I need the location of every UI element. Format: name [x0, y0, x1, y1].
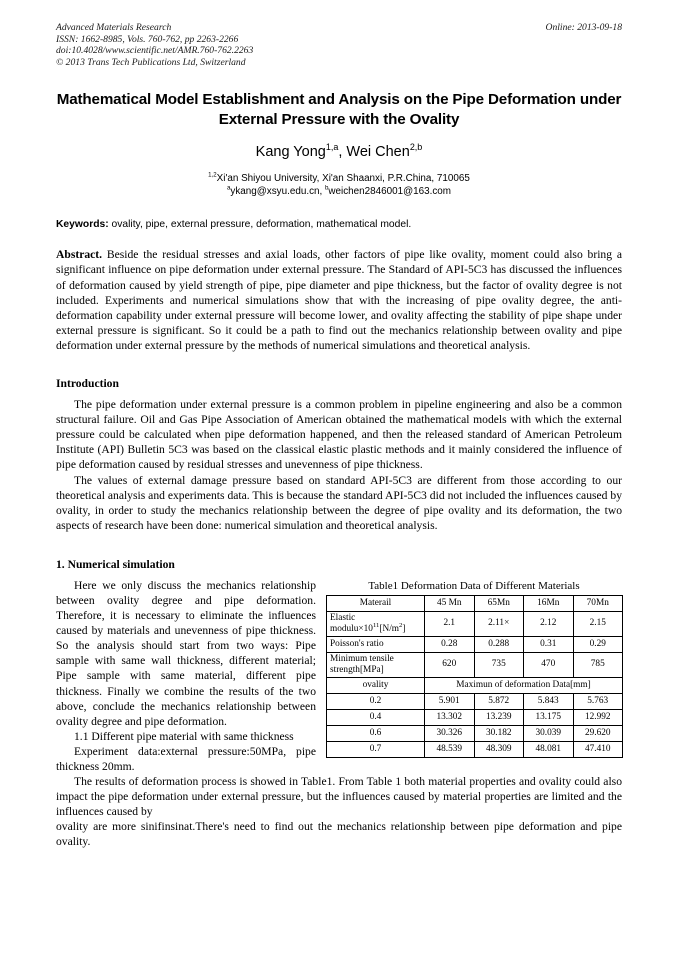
cell-value: 13.239 [474, 709, 524, 725]
author-emails [56, 185, 622, 198]
table-row-subheader [327, 677, 623, 693]
introduction-paragraph-2: The values of external damage pressure based on standard API-5C3 are different from those according to our theoretical analysis and experiments data. This is because the standard API-5C3 did not included the influences caused by ovality, in order to study the mechanics relationship between the degree of pipe ovality and its deformation, the two aspects of research have been done: numerical simulation and theoretical analysis. [56, 473, 622, 532]
numerical-subsection-heading: 1.1 Different pipe material with same thickness [74, 729, 294, 743]
tensile-label-line2: strength[MPa] [330, 664, 384, 675]
cell-value: 13.302 [425, 709, 475, 725]
author-2-superscript: 2,b [409, 142, 423, 153]
header-cell-65mn: 65Mn [474, 595, 524, 611]
cell-ovality: 0.7 [327, 741, 425, 757]
abstract-text: Beside the residual stresses and axial loads, other factors of pipe like ovality, moment could also bring a significant influence on pipe deformation under external pressure. The Standard of API-5C3 has discussed the influences of deformation caused by yield strength of pipe, pipe diameter and pipe thickness, but the factor of ovality degree is not included. Experiments and numerical simulations show that with the increasing of pipe ovality degree, the anti-deformation capability under external pressure will become lower, and ovality affecting the stability of pipe shape under external pressure is significant. So it could be a path to find out the mechanics relationship between ovality and pipe deformation under external pressure by the methods of numerical simulations and theoretical analysis. [56, 248, 622, 352]
cell-ovality: 0.2 [327, 693, 425, 709]
table-row [327, 741, 623, 757]
cell-value: 0.28 [425, 636, 475, 652]
keywords-line [56, 218, 622, 232]
row-label-ovality: ovality [327, 677, 425, 693]
affiliation-superscript: 1,2 [208, 172, 217, 180]
cell-value: 2.12 [524, 611, 574, 636]
cell-value: 2.15 [573, 611, 623, 636]
affiliation [56, 172, 622, 185]
cell-value: 0.31 [524, 636, 574, 652]
table-row [327, 611, 623, 636]
cell-value: 48.309 [474, 741, 524, 757]
cell-value: 47.410 [573, 741, 623, 757]
cell-value: 620 [425, 652, 475, 677]
cell-value: 29.620 [573, 725, 623, 741]
cell-value: 2.1 [425, 611, 475, 636]
email-2-superscript: b [324, 185, 329, 193]
cell-value: 5.763 [573, 693, 623, 709]
journal-name: Advanced Materials Research [56, 22, 172, 33]
journal-issn: ISSN: 1662-8985, Vols. 760-762, pp 2263-2266 [56, 33, 239, 45]
introduction-heading: Introduction [56, 377, 119, 391]
journal-header [56, 22, 622, 68]
elastic-label-line1: Elastic [330, 612, 356, 623]
cell-value: 12.992 [573, 709, 623, 725]
author-1-name: Kang Yong [255, 144, 326, 161]
cell-value: 2.11× [474, 611, 524, 636]
email-2: weichen2846001@163.com [328, 186, 451, 198]
header-cell-material: Materail [327, 595, 425, 611]
numerical-simulation-body [56, 578, 622, 820]
affiliation-text: Xi'an Shiyou University, Xi'an Shaanxi, P.R.China, 710065 [216, 173, 470, 185]
cell-value: 13.175 [524, 709, 574, 725]
header-cell-max-deformation: Maximun of deformation Data[mm] [425, 677, 623, 693]
paper-title: Mathematical Model Establishment and Analysis on the Pipe Deformation under External Pressure with the Ovality [56, 91, 622, 129]
cell-value: 48.081 [524, 741, 574, 757]
numerical-simulation-heading: 1. Numerical simulation [56, 557, 175, 571]
cell-value: 5.843 [524, 693, 574, 709]
keywords-text: ovality, pipe, external pressure, deformation, mathematical model. [108, 219, 412, 231]
author-list [56, 143, 622, 161]
numerical-paragraph-2: Experiment data:external pressure:50MPa, pipe thickness 20mm. [56, 744, 316, 773]
elastic-label-exponent: 11 [372, 621, 380, 629]
cell-value: 30.039 [524, 725, 574, 741]
cell-value: 470 [524, 652, 574, 677]
cell-value: 735 [474, 652, 524, 677]
table1-caption: Table1 Deformation Data of Different Materials [368, 579, 580, 592]
numerical-paragraph-4: ovality are more sinifinsinat.There's need to find out the mechanics relationship between pipe deformation and pipe ovality. [56, 820, 622, 849]
table-row [327, 709, 623, 725]
cell-value: 48.539 [425, 741, 475, 757]
elastic-label-line2-pre: modulu×10 [330, 623, 373, 634]
author-1-superscript: 1,a [325, 142, 339, 153]
email-1-superscript: a [227, 185, 231, 193]
cell-ovality: 0.4 [327, 709, 425, 725]
table-row [327, 693, 623, 709]
journal-doi: doi:10.4028/www.scientific.net/AMR.760-762.2263 [56, 45, 254, 57]
table-row [327, 652, 623, 677]
cell-value: 30.182 [474, 725, 524, 741]
row-label-elastic-modulus [327, 611, 425, 636]
keywords-label: Keywords: [56, 219, 109, 231]
journal-copyright: © 2013 Trans Tech Publications Ltd, Switzerland [56, 56, 246, 68]
row-label-poissons-ratio: Poisson's ratio [327, 636, 425, 652]
author-2-name: Wei Chen [346, 144, 410, 161]
table-row [327, 725, 623, 741]
table-row [327, 636, 623, 652]
online-date: Online: 2013-09-18 [545, 22, 622, 33]
row-label-minimum-tensile-strength [327, 652, 425, 677]
table1 [326, 595, 623, 758]
numerical-paragraph-3: The results of deformation process is showed in Table1. From Table 1 both material properties and ovality could also impact the pipe deformation under external pressure, but the influences caused by material properties are limited and the influences caused by [56, 775, 622, 819]
elastic-label-unit-exponent: 2 [399, 621, 403, 629]
abstract-label: Abstract. [56, 248, 103, 262]
header-cell-45mn: 45 Mn [425, 595, 475, 611]
tensile-label-line1: Minimum tensile [330, 653, 394, 664]
email-1: ykang@xsyu.edu.cn, [230, 186, 325, 198]
elastic-label-unit-end: ] [402, 623, 406, 634]
header-cell-16mn: 16Mn [524, 595, 574, 611]
cell-value: 785 [573, 652, 623, 677]
cell-value: 5.901 [425, 693, 475, 709]
table-row-header [327, 595, 623, 611]
table1-container [326, 580, 622, 758]
header-cell-70mn: 70Mn [573, 595, 623, 611]
cell-value: 0.288 [474, 636, 524, 652]
introduction-paragraph-1: The pipe deformation under external pressure is a common problem in pipeline engineering and also be a common structural failure. Oil and Gas Pipe Association of American obtained the mathematical models with which the external pressure could be calculated when pipe deformation happened, and then the released standard of American Petroleum Institute (API) Bulletin 5C3 was based on the classical elastic plastic methods and it mainly considered the influence of pipe deformation caused by residual stresses and unevenness of pipe thickness. [56, 398, 622, 472]
cell-ovality: 0.6 [327, 725, 425, 741]
numerical-paragraph-1: Here we only discuss the mechanics relationship between ovality degree and pipe deformation. Therefore, it is necessary to eliminate the influences caused by materials and unevenness of pipe thickness. So the analysis should start from two ways: Pipe sample with same wall thickness, different material; Pipe sample with same material, different pipe thickness. Finally we combine the results of the two above, conclude the mechanics relationship between ovality degree and pipe deformation. [56, 578, 316, 728]
author-separator: , [338, 144, 347, 161]
cell-value: 30.326 [425, 725, 475, 741]
abstract-block [56, 247, 622, 353]
cell-value: 0.29 [573, 636, 623, 652]
cell-value: 5.872 [474, 693, 524, 709]
elastic-label-unit: [N/m [379, 623, 400, 634]
